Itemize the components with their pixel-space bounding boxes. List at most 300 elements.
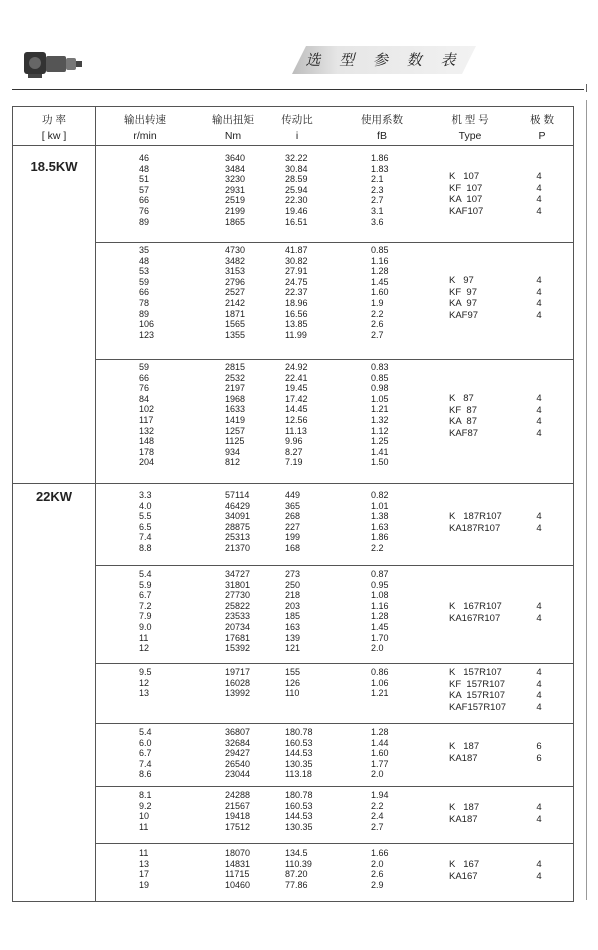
ratio-cell: 87.20 xyxy=(285,869,308,880)
factor-cell: 1.16 xyxy=(371,255,389,266)
speed-cell: 76 xyxy=(139,383,150,394)
factor-cell: 1.60 xyxy=(371,748,389,759)
factor-cell: 0.98 xyxy=(371,383,389,394)
speed-column xyxy=(139,153,149,227)
model-type-cell: KAF97 xyxy=(449,309,479,321)
torque-cell: 2532 xyxy=(225,372,246,383)
ratio-cell: 41.87 xyxy=(285,245,308,255)
torque-cell: 19418 xyxy=(225,811,251,822)
ratio-cell: 268 xyxy=(285,511,301,522)
ratio-column xyxy=(285,790,313,832)
row-group-divider xyxy=(95,786,573,787)
torque-cell: 18070 xyxy=(225,848,251,858)
speed-cell: 11 xyxy=(139,848,149,858)
speed-cell: 5.4 xyxy=(139,727,152,737)
factor-cell: 2.7 xyxy=(371,821,384,832)
torque-cell: 2931 xyxy=(225,184,246,195)
factor-cell: 2.0 xyxy=(371,769,384,780)
ratio-cell: 449 xyxy=(285,490,301,500)
ratio-cell: 12.56 xyxy=(285,414,308,425)
torque-cell: 23044 xyxy=(225,769,251,780)
speed-cell: 78 xyxy=(139,297,150,308)
factor-cell: 1.86 xyxy=(371,153,389,163)
margin-rule xyxy=(586,100,587,900)
torque-cell: 29427 xyxy=(225,748,251,759)
torque-cell: 17681 xyxy=(225,632,251,643)
factor-column xyxy=(371,727,389,780)
pole-count-cell: 6 xyxy=(536,741,542,752)
speed-cell: 13 xyxy=(139,688,150,699)
ratio-cell: 155 xyxy=(285,667,301,677)
pole-count-cell: 4 xyxy=(536,511,542,522)
speed-cell: 46 xyxy=(139,153,150,163)
row-group-divider xyxy=(95,565,573,566)
speed-cell: 6.7 xyxy=(139,748,152,759)
torque-cell: 2142 xyxy=(225,297,246,308)
factor-cell: 2.2 xyxy=(371,542,384,553)
speed-cell: 178 xyxy=(139,446,155,457)
torque-cell: 10460 xyxy=(225,879,251,890)
torque-cell: 19717 xyxy=(225,667,251,677)
torque-cell: 23533 xyxy=(225,611,251,622)
model-type-cell: K 157R107 xyxy=(449,667,502,678)
ratio-column xyxy=(285,848,312,890)
factor-cell: 1.77 xyxy=(371,758,389,769)
torque-cell: 2199 xyxy=(225,205,246,216)
speed-cell: 10 xyxy=(139,811,150,822)
torque-cell: 1565 xyxy=(225,319,246,330)
speed-cell: 9.5 xyxy=(139,667,152,677)
factor-cell: 0.95 xyxy=(371,579,389,590)
torque-cell: 2796 xyxy=(225,276,246,287)
row-group-divider xyxy=(95,663,573,664)
speed-cell: 6.7 xyxy=(139,590,152,601)
torque-cell: 24288 xyxy=(225,790,251,800)
speed-column xyxy=(139,790,152,832)
factor-cell: 1.50 xyxy=(371,457,389,468)
speed-cell: 204 xyxy=(139,457,155,468)
factor-cell: 2.1 xyxy=(371,174,384,185)
speed-cell: 48 xyxy=(139,255,150,266)
factor-column xyxy=(371,362,389,468)
factor-cell: 1.01 xyxy=(371,500,389,511)
model-type-cell: K 107 xyxy=(449,171,480,182)
factor-column xyxy=(371,848,389,890)
factor-cell: 2.6 xyxy=(371,869,384,880)
factor-cell: 0.87 xyxy=(371,569,389,579)
ratio-cell: 134.5 xyxy=(285,848,308,858)
factor-cell: 3.1 xyxy=(371,205,384,216)
factor-cell: 1.32 xyxy=(371,414,389,425)
model-type-cell: KF 157R107 xyxy=(449,678,505,690)
ratio-cell: 185 xyxy=(285,611,301,622)
ratio-column xyxy=(285,362,308,468)
model-type-cell: KF 87 xyxy=(449,404,477,416)
pole-count-cell: 4 xyxy=(536,171,542,182)
speed-cell: 3.3 xyxy=(139,490,152,500)
pole-count-cell: 4 xyxy=(536,678,542,690)
pole-count-cell: 4 xyxy=(536,601,542,612)
factor-cell: 1.60 xyxy=(371,287,389,298)
ratio-cell: 130.35 xyxy=(285,758,313,769)
speed-cell: 66 xyxy=(139,195,150,206)
ratio-cell: 144.53 xyxy=(285,811,313,822)
model-type-cell: K 87 xyxy=(449,393,474,404)
torque-column xyxy=(225,667,250,699)
factor-cell: 2.7 xyxy=(371,195,384,206)
power-group-label: 18.5KW xyxy=(30,159,78,174)
ratio-cell: 16.51 xyxy=(285,216,308,227)
ratio-cell: 24.92 xyxy=(285,362,308,372)
torque-cell: 1257 xyxy=(225,425,246,436)
ratio-cell: 18.96 xyxy=(285,297,308,308)
speed-cell: 8.6 xyxy=(139,769,152,780)
factor-cell: 2.2 xyxy=(371,800,384,811)
torque-column xyxy=(225,790,250,832)
pole-count-cell: 4 xyxy=(536,859,542,870)
pole-count-cell: 4 xyxy=(536,194,542,205)
header-ratio: 传动比 i xyxy=(281,114,313,142)
ratio-cell: 19.45 xyxy=(285,383,308,394)
speed-cell: 59 xyxy=(139,362,150,372)
torque-cell: 2527 xyxy=(225,287,246,298)
torque-cell: 13992 xyxy=(225,688,251,699)
torque-cell: 32684 xyxy=(225,737,251,748)
header-speed: 输出转速 r/min xyxy=(124,114,166,142)
speed-cell: 13 xyxy=(139,858,150,869)
speed-cell: 51 xyxy=(139,174,150,185)
pole-count-cell: 4 xyxy=(536,522,542,534)
speed-cell: 11 xyxy=(139,632,149,643)
factor-column xyxy=(371,245,389,340)
factor-cell: 1.21 xyxy=(371,404,389,415)
speed-cell: 9.2 xyxy=(139,800,152,811)
ratio-cell: 180.78 xyxy=(285,790,313,800)
factor-cell: 2.0 xyxy=(371,858,384,869)
torque-cell: 36807 xyxy=(225,727,251,737)
ratio-cell: 22.41 xyxy=(285,372,308,383)
factor-cell: 1.25 xyxy=(371,436,389,447)
header-factor: 使用系数 fB xyxy=(361,114,403,142)
torque-column xyxy=(225,153,245,227)
ratio-cell: 168 xyxy=(285,542,301,553)
torque-cell: 34091 xyxy=(225,511,251,522)
header-poles: 极 数 P xyxy=(530,114,554,142)
factor-cell: 1.66 xyxy=(371,848,389,858)
speed-cell: 7.9 xyxy=(139,611,152,622)
factor-cell: 0.85 xyxy=(371,372,389,383)
torque-column xyxy=(225,245,245,340)
model-type-cell: K 167R107 xyxy=(449,601,502,612)
factor-cell: 1.12 xyxy=(371,425,389,436)
ratio-cell: 30.82 xyxy=(285,255,308,266)
speed-cell: 7.4 xyxy=(139,532,152,543)
speed-cell: 17 xyxy=(139,869,150,880)
speed-column xyxy=(139,667,152,699)
speed-cell: 76 xyxy=(139,205,150,216)
factor-cell: 1.45 xyxy=(371,276,389,287)
pole-count-cell: 4 xyxy=(536,427,542,439)
torque-cell: 1871 xyxy=(225,308,246,319)
torque-cell: 1419 xyxy=(225,414,246,425)
torque-cell: 21370 xyxy=(225,542,251,553)
speed-cell: 5.4 xyxy=(139,569,152,579)
factor-cell: 0.86 xyxy=(371,667,389,677)
factor-cell: 0.83 xyxy=(371,362,389,372)
ratio-cell: 144.53 xyxy=(285,748,313,759)
header-torque: 输出扭矩 Nm xyxy=(212,114,254,142)
ratio-cell: 30.84 xyxy=(285,163,308,174)
ratio-cell: 17.42 xyxy=(285,393,308,404)
factor-cell: 1.94 xyxy=(371,790,389,800)
pole-count-cell: 4 xyxy=(536,690,542,701)
pole-count-cell: 4 xyxy=(536,309,542,321)
torque-cell: 16028 xyxy=(225,677,251,688)
ratio-cell: 13.85 xyxy=(285,319,308,330)
ratio-cell: 139 xyxy=(285,632,301,643)
speed-cell: 19 xyxy=(139,879,150,890)
ratio-cell: 7.19 xyxy=(285,457,303,468)
speed-cell: 6.5 xyxy=(139,521,152,532)
row-group-divider xyxy=(95,723,573,724)
factor-column xyxy=(371,153,389,227)
speed-cell: 4.0 xyxy=(139,500,152,511)
speed-cell: 9.0 xyxy=(139,621,152,632)
ratio-cell: 163 xyxy=(285,621,301,632)
ratio-cell: 14.45 xyxy=(285,404,308,415)
speed-column xyxy=(139,727,152,780)
speed-cell: 84 xyxy=(139,393,150,404)
torque-cell: 3153 xyxy=(225,266,246,277)
speed-cell: 6.0 xyxy=(139,737,152,748)
ratio-column xyxy=(285,569,300,654)
ratio-cell: 11.99 xyxy=(285,329,307,340)
ratio-cell: 19.46 xyxy=(285,205,308,216)
factor-cell: 2.4 xyxy=(371,811,384,822)
factor-cell: 1.70 xyxy=(371,632,389,643)
factor-cell: 0.82 xyxy=(371,490,389,500)
speed-cell: 5.9 xyxy=(139,579,152,590)
torque-cell: 4730 xyxy=(225,245,246,255)
ratio-cell: 218 xyxy=(285,590,301,601)
row-group-divider xyxy=(95,359,573,360)
torque-cell: 14831 xyxy=(225,858,251,869)
speed-cell: 12 xyxy=(139,677,150,688)
ratio-cell: 203 xyxy=(285,600,301,611)
pole-count-cell: 4 xyxy=(536,667,542,678)
power-column-divider xyxy=(95,107,96,901)
model-type-cell: KA 157R107 xyxy=(449,690,505,701)
factor-cell: 1.45 xyxy=(371,621,389,632)
model-type-cell: K 187 xyxy=(449,802,480,813)
torque-column xyxy=(225,490,250,554)
torque-column xyxy=(225,362,245,468)
ratio-cell: 22.37 xyxy=(285,287,308,298)
ratio-column xyxy=(285,727,313,780)
torque-cell: 21567 xyxy=(225,800,251,811)
model-type-cell: KA187 xyxy=(449,752,478,764)
header-divider xyxy=(13,145,573,146)
pole-count-cell: 4 xyxy=(536,813,542,825)
factor-cell: 1.38 xyxy=(371,511,389,522)
model-type-cell: KAF107 xyxy=(449,205,484,217)
torque-cell: 25313 xyxy=(225,532,251,543)
factor-column xyxy=(371,667,389,699)
speed-cell: 7.4 xyxy=(139,758,152,769)
factor-cell: 1.06 xyxy=(371,677,389,688)
torque-column xyxy=(225,848,250,890)
speed-cell: 7.2 xyxy=(139,600,152,611)
ratio-cell: 25.94 xyxy=(285,184,308,195)
factor-cell: 1.28 xyxy=(371,611,389,622)
ratio-cell: 22.30 xyxy=(285,195,308,206)
speed-cell: 53 xyxy=(139,266,150,277)
factor-cell: 1.08 xyxy=(371,590,389,601)
torque-cell: 15392 xyxy=(225,643,251,654)
ratio-cell: 250 xyxy=(285,579,301,590)
gear-motor-logo-icon xyxy=(22,44,84,80)
model-type-cell: KA167R107 xyxy=(449,612,501,624)
torque-cell: 1633 xyxy=(225,404,246,415)
model-type-cell: KAF87 xyxy=(449,427,479,439)
speed-cell: 5.5 xyxy=(139,511,152,522)
ratio-column xyxy=(285,667,300,699)
speed-cell: 66 xyxy=(139,287,150,298)
factor-cell: 3.6 xyxy=(371,216,384,227)
torque-column xyxy=(225,569,250,654)
pole-count-cell: 4 xyxy=(536,416,542,427)
ratio-cell: 199 xyxy=(285,532,301,543)
model-type-cell: KAF157R107 xyxy=(449,701,507,713)
torque-cell: 57114 xyxy=(225,490,250,500)
model-type-cell: KA 87 xyxy=(449,416,477,427)
row-group-divider xyxy=(95,843,573,844)
torque-column xyxy=(225,727,250,780)
factor-cell: 1.63 xyxy=(371,521,389,532)
margin-tick xyxy=(586,84,587,92)
speed-column xyxy=(139,848,149,890)
model-type-cell: KA167 xyxy=(449,870,478,882)
ratio-cell: 227 xyxy=(285,521,301,532)
factor-cell: 1.21 xyxy=(371,688,389,699)
speed-column xyxy=(139,362,154,468)
model-type-cell: KA 107 xyxy=(449,194,483,205)
ratio-column xyxy=(285,153,308,227)
torque-cell: 1355 xyxy=(225,329,246,340)
speed-cell: 132 xyxy=(139,425,155,436)
torque-cell: 28875 xyxy=(225,521,251,532)
factor-cell: 1.83 xyxy=(371,163,389,174)
factor-cell: 1.28 xyxy=(371,266,389,277)
torque-cell: 26540 xyxy=(225,758,251,769)
speed-cell: 12 xyxy=(139,643,150,654)
factor-cell: 1.44 xyxy=(371,737,389,748)
torque-cell: 934 xyxy=(225,446,241,457)
ratio-cell: 110.39 xyxy=(285,858,312,869)
torque-cell: 3484 xyxy=(225,163,246,174)
pole-count-cell: 4 xyxy=(536,205,542,217)
speed-column xyxy=(139,490,152,554)
ratio-cell: 8.27 xyxy=(285,446,303,457)
ratio-cell: 160.53 xyxy=(285,800,313,811)
speed-cell: 106 xyxy=(139,319,155,330)
speed-cell: 89 xyxy=(139,216,150,227)
speed-cell: 148 xyxy=(139,436,155,447)
torque-cell: 2815 xyxy=(225,362,246,372)
model-type-cell: KA 97 xyxy=(449,298,477,309)
torque-cell: 1125 xyxy=(225,436,245,447)
page-title: 选 型 参 数 表 xyxy=(305,51,463,69)
pole-count-cell: 4 xyxy=(536,701,542,713)
ratio-cell: 32.22 xyxy=(285,153,308,163)
speed-cell: 48 xyxy=(139,163,150,174)
pole-count-cell: 4 xyxy=(536,275,542,286)
pole-count-cell: 4 xyxy=(536,870,542,882)
pole-count-cell: 4 xyxy=(536,802,542,813)
model-type-cell: KF 97 xyxy=(449,286,477,298)
power-group-label: 22KW xyxy=(35,489,73,504)
pole-count-cell: 4 xyxy=(536,612,542,624)
pole-count-cell: 4 xyxy=(536,404,542,416)
factor-cell: 1.86 xyxy=(371,532,389,543)
model-type-cell: KA187R107 xyxy=(449,522,501,534)
factor-cell: 1.28 xyxy=(371,727,389,737)
model-type-cell: K 187 xyxy=(449,741,480,752)
pole-count-cell: 4 xyxy=(536,182,542,194)
factor-cell: 2.0 xyxy=(371,643,384,654)
ratio-cell: 27.91 xyxy=(285,266,308,277)
speed-column xyxy=(139,569,152,654)
ratio-cell: 77.86 xyxy=(285,879,308,890)
pole-count-cell: 4 xyxy=(536,286,542,298)
torque-cell: 20734 xyxy=(225,621,251,632)
model-type-cell: K 187R107 xyxy=(449,511,502,522)
torque-cell: 1968 xyxy=(225,393,246,404)
model-type-cell: KF 107 xyxy=(449,182,483,194)
pole-count-cell: 6 xyxy=(536,752,542,764)
torque-cell: 3482 xyxy=(225,255,246,266)
speed-cell: 8.1 xyxy=(139,790,152,800)
torque-cell: 3640 xyxy=(225,153,246,163)
ratio-column xyxy=(285,245,308,340)
ratio-cell: 126 xyxy=(285,677,301,688)
factor-cell: 0.85 xyxy=(371,245,389,255)
row-group-divider xyxy=(13,483,573,484)
factor-cell: 2.9 xyxy=(371,879,384,890)
factor-column xyxy=(371,490,389,554)
factor-column xyxy=(371,569,389,654)
speed-cell: 102 xyxy=(139,404,155,415)
factor-cell: 2.6 xyxy=(371,319,384,330)
ratio-cell: 273 xyxy=(285,569,301,579)
torque-cell: 11715 xyxy=(225,869,250,880)
ratio-cell: 24.75 xyxy=(285,276,308,287)
speed-column xyxy=(139,245,154,340)
ratio-cell: 9.96 xyxy=(285,436,303,447)
ratio-cell: 113.18 xyxy=(285,769,312,780)
ratio-cell: 365 xyxy=(285,500,301,511)
pole-count-cell: 4 xyxy=(536,298,542,309)
speed-cell: 123 xyxy=(139,329,155,340)
torque-cell: 3230 xyxy=(225,174,246,185)
factor-cell: 2.2 xyxy=(371,308,384,319)
header-power: 功 率 [ kw ] xyxy=(41,114,67,142)
factor-column xyxy=(371,790,389,832)
ratio-cell: 180.78 xyxy=(285,727,313,737)
torque-cell: 1865 xyxy=(225,216,246,227)
torque-cell: 2197 xyxy=(225,383,246,394)
ratio-cell: 110 xyxy=(285,688,300,699)
